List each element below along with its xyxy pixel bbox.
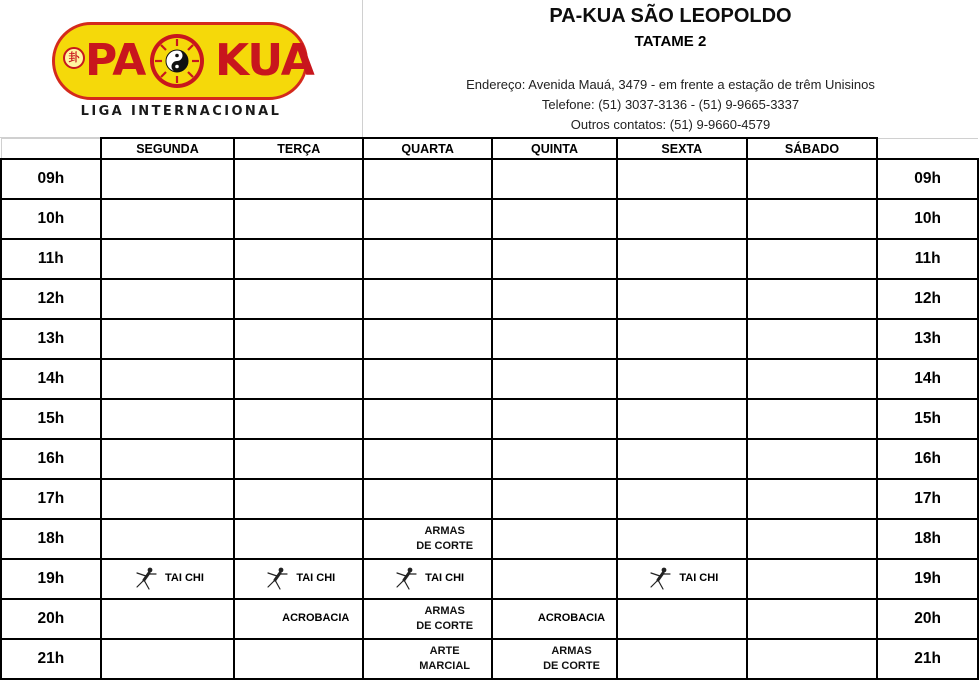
schedule-cell bbox=[363, 319, 492, 359]
schedule-cell bbox=[492, 319, 617, 359]
time-row bbox=[1, 239, 978, 279]
schedule-cell bbox=[101, 239, 235, 279]
schedule-cell bbox=[234, 359, 363, 399]
schedule-cell bbox=[101, 359, 235, 399]
sword-figure-icon bbox=[382, 605, 410, 633]
schedule-cell bbox=[492, 559, 617, 599]
time-row bbox=[1, 279, 978, 319]
schedule-cell bbox=[234, 319, 363, 359]
time-row bbox=[1, 199, 978, 239]
class-label-line1: TAI CHI bbox=[679, 572, 719, 585]
time-row bbox=[1, 519, 978, 559]
day-header-row bbox=[1, 138, 978, 159]
hour-label-right: 13h bbox=[877, 319, 978, 359]
schedule-cell bbox=[492, 279, 617, 319]
schedule-cell bbox=[234, 159, 363, 199]
class-cell-armas bbox=[492, 639, 617, 679]
schedule-cell bbox=[492, 159, 617, 199]
class-label-line2: DE CORTE bbox=[543, 660, 600, 672]
class-label-line1: ACROBACIA bbox=[537, 612, 606, 625]
schedule-cell bbox=[101, 319, 235, 359]
class-cell-acro bbox=[492, 599, 617, 639]
schedule-cell bbox=[363, 479, 492, 519]
hour-label-left: 12h bbox=[1, 279, 101, 319]
schedule-cell bbox=[363, 199, 492, 239]
trigram-sign-icon: 卦 bbox=[63, 47, 85, 69]
schedule-cell bbox=[363, 399, 492, 439]
schedule-cell bbox=[617, 599, 747, 639]
schedule-cell bbox=[492, 399, 617, 439]
schedule-cell bbox=[101, 519, 235, 559]
schedule-cell bbox=[234, 399, 363, 439]
schedule-cell bbox=[492, 239, 617, 279]
time-row bbox=[1, 479, 978, 519]
taichi-figure-icon bbox=[645, 565, 673, 593]
class-cell-taichi bbox=[101, 559, 235, 599]
hour-label-right: 17h bbox=[877, 479, 978, 519]
hour-label-right: 10h bbox=[877, 199, 978, 239]
schedule-table bbox=[0, 137, 979, 680]
schedule-cell bbox=[101, 199, 235, 239]
schedule-cell bbox=[617, 279, 747, 319]
day-header-segunda: SEGUNDA bbox=[101, 138, 235, 159]
acrobatics-figure-icon bbox=[248, 605, 276, 633]
schedule-cell bbox=[234, 199, 363, 239]
league-label: LIGA INTERNACIONAL bbox=[80, 104, 282, 119]
class-label bbox=[416, 524, 473, 555]
page-subtitle: TATAME 2 bbox=[634, 33, 707, 50]
schedule-cell bbox=[363, 159, 492, 199]
schedule-cell bbox=[492, 479, 617, 519]
day-header-quarta: QUARTA bbox=[363, 138, 492, 159]
schedule-cell bbox=[747, 439, 878, 479]
schedule-cell bbox=[363, 239, 492, 279]
schedule-cell bbox=[617, 319, 747, 359]
class-cell-taichi bbox=[234, 559, 363, 599]
time-row bbox=[1, 559, 978, 599]
pakua-logo bbox=[52, 22, 314, 100]
time-row bbox=[1, 439, 978, 479]
schedule-cell bbox=[617, 199, 747, 239]
acrobatics-figure-icon bbox=[504, 605, 532, 633]
day-header-terça: TERÇA bbox=[234, 138, 363, 159]
logo-text-kua: KUA bbox=[215, 35, 314, 86]
schedule-cell bbox=[747, 279, 878, 319]
hour-label-left: 19h bbox=[1, 559, 101, 599]
sword-figure-icon bbox=[382, 525, 410, 553]
class-label-line1: ARTE bbox=[429, 644, 460, 657]
schedule-cell bbox=[617, 239, 747, 279]
hour-label-right: 18h bbox=[877, 519, 978, 559]
schedule-cell bbox=[747, 599, 878, 639]
time-row bbox=[1, 319, 978, 359]
class-cell-arte bbox=[363, 639, 492, 679]
hour-label-right: 16h bbox=[877, 439, 978, 479]
time-row bbox=[1, 359, 978, 399]
schedule-cell bbox=[234, 639, 363, 679]
class-label-line1: TAI CHI bbox=[296, 572, 336, 585]
class-label-line1: TAI CHI bbox=[165, 572, 204, 585]
day-header-sábado: SÁBADO bbox=[747, 138, 878, 159]
schedule-cell bbox=[747, 359, 878, 399]
time-row bbox=[1, 639, 978, 679]
header-corner-right bbox=[877, 138, 978, 159]
hour-label-right: 19h bbox=[877, 559, 978, 599]
schedule-cell bbox=[101, 159, 235, 199]
hour-label-right: 12h bbox=[877, 279, 978, 319]
class-label-line1: ACROBACIA bbox=[282, 612, 350, 625]
class-label bbox=[425, 571, 464, 586]
martial-arts-figure-icon bbox=[385, 645, 413, 673]
schedule-cell bbox=[101, 279, 235, 319]
schedule-cell bbox=[492, 439, 617, 479]
class-label-line2: MARCIAL bbox=[419, 660, 470, 672]
hour-label-right: 15h bbox=[877, 399, 978, 439]
class-cell-armas bbox=[363, 519, 492, 559]
schedule-cell bbox=[234, 279, 363, 319]
hour-label-right: 21h bbox=[877, 639, 978, 679]
schedule-cell bbox=[101, 439, 235, 479]
hour-label-left: 15h bbox=[1, 399, 101, 439]
class-cell-armas bbox=[363, 599, 492, 639]
hour-label-right: 14h bbox=[877, 359, 978, 399]
hour-label-left: 17h bbox=[1, 479, 101, 519]
class-cell-acro bbox=[234, 599, 363, 639]
time-row bbox=[1, 159, 978, 199]
class-label bbox=[419, 644, 470, 675]
class-label bbox=[282, 611, 349, 626]
class-label bbox=[416, 604, 473, 635]
hour-label-left: 10h bbox=[1, 199, 101, 239]
taichi-figure-icon bbox=[391, 565, 419, 593]
class-label bbox=[543, 644, 600, 675]
schedule-cell bbox=[747, 559, 878, 599]
schedule-cell bbox=[101, 399, 235, 439]
phone-text: Telefone: (51) 3037-3136 - (51) 9-9665-3337 bbox=[541, 97, 800, 112]
class-cell-taichi bbox=[363, 559, 492, 599]
taichi-figure-icon bbox=[262, 565, 290, 593]
schedule-cell bbox=[492, 359, 617, 399]
hour-label-left: 21h bbox=[1, 639, 101, 679]
schedule-cell bbox=[617, 519, 747, 559]
class-label bbox=[165, 571, 204, 586]
hour-label-left: 18h bbox=[1, 519, 101, 559]
schedule-cell bbox=[234, 479, 363, 519]
taichi-figure-icon bbox=[131, 565, 159, 593]
sword-figure-icon bbox=[509, 645, 537, 673]
schedule-cell bbox=[747, 519, 878, 559]
schedule-cell bbox=[617, 479, 747, 519]
class-label-line1: ARMAS bbox=[551, 644, 592, 657]
schedule-cell bbox=[747, 479, 878, 519]
schedule-cell bbox=[234, 239, 363, 279]
class-label-line1: ARMAS bbox=[424, 524, 465, 537]
header-info bbox=[362, 0, 979, 137]
schedule-cell bbox=[101, 479, 235, 519]
time-row bbox=[1, 599, 978, 639]
class-label-line1: ARMAS bbox=[424, 604, 465, 617]
schedule-cell bbox=[617, 639, 747, 679]
other-contacts-text: Outros contatos: (51) 9-9660-4579 bbox=[570, 117, 771, 132]
schedule-cell bbox=[747, 159, 878, 199]
hour-label-left: 14h bbox=[1, 359, 101, 399]
logo-area bbox=[0, 0, 363, 138]
schedule-cell bbox=[747, 639, 878, 679]
address-text: Endereço: Avenida Mauá, 3479 - em frente a estação de trêm Unisinos bbox=[466, 77, 875, 92]
schedule-cell bbox=[363, 439, 492, 479]
schedule-cell bbox=[101, 639, 235, 679]
schedule-cell bbox=[747, 239, 878, 279]
schedule-cell bbox=[617, 159, 747, 199]
time-row bbox=[1, 399, 978, 439]
page-title: PA-KUA SÃO LEOPOLDO bbox=[549, 5, 792, 27]
schedule-cell bbox=[617, 399, 747, 439]
schedule-cell bbox=[617, 359, 747, 399]
class-label bbox=[296, 571, 335, 586]
schedule-cell bbox=[492, 519, 617, 559]
day-header-sexta: SEXTA bbox=[617, 138, 747, 159]
class-label-line1: TAI CHI bbox=[425, 572, 465, 585]
schedule-cell bbox=[492, 199, 617, 239]
schedule-cell bbox=[617, 439, 747, 479]
schedule-cell bbox=[234, 519, 363, 559]
schedule-cell bbox=[747, 319, 878, 359]
schedule-cell bbox=[747, 199, 878, 239]
hour-label-left: 13h bbox=[1, 319, 101, 359]
class-label-line2: DE CORTE bbox=[416, 540, 474, 552]
logo-text-pa: PA bbox=[85, 35, 146, 86]
schedule-cell bbox=[363, 359, 492, 399]
hour-label-left: 09h bbox=[1, 159, 101, 199]
schedule-cell bbox=[101, 599, 235, 639]
schedule-cell bbox=[363, 279, 492, 319]
day-header-quinta: QUINTA bbox=[492, 138, 617, 159]
schedule-cell bbox=[234, 439, 363, 479]
hour-label-right: 11h bbox=[877, 239, 978, 279]
class-label bbox=[538, 611, 605, 626]
hour-label-left: 11h bbox=[1, 239, 101, 279]
hour-label-left: 20h bbox=[1, 599, 101, 639]
class-label-line2: DE CORTE bbox=[416, 620, 474, 632]
bagua-medallion-icon bbox=[149, 33, 205, 89]
hour-label-left: 16h bbox=[1, 439, 101, 479]
hour-label-right: 09h bbox=[877, 159, 978, 199]
class-cell-taichi bbox=[617, 559, 747, 599]
header-corner-left bbox=[1, 138, 101, 159]
class-label bbox=[679, 571, 718, 586]
hour-label-right: 20h bbox=[877, 599, 978, 639]
schedule-cell bbox=[747, 399, 878, 439]
